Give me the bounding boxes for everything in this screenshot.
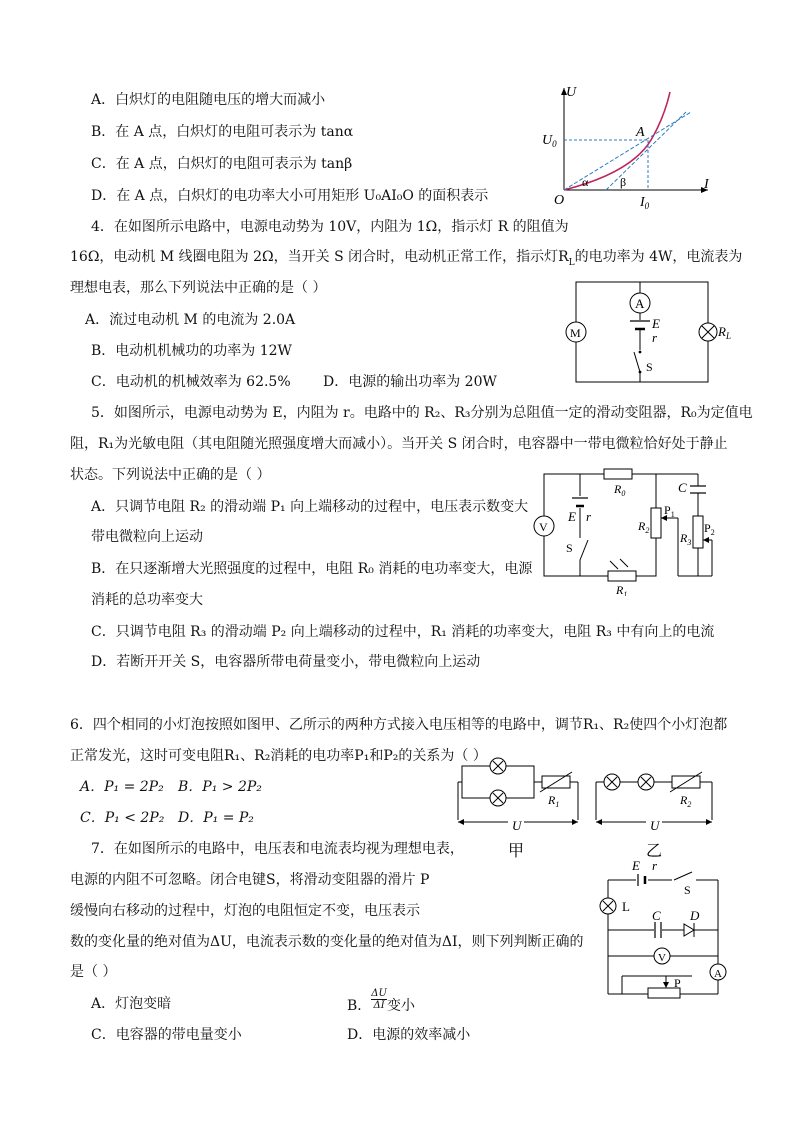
svg-text:E: E	[568, 509, 576, 524]
svg-text:C: C	[678, 480, 687, 495]
svg-text:V: V	[539, 520, 548, 534]
q4-stem-line2: 16Ω，电动机 M 线圈电阻为 2Ω，当开关 S 闭合时，电动机正常工作，指示灯$R_L$的电功率为 4W，电流表为	[70, 249, 743, 268]
q3-point-a-label: A	[636, 125, 645, 140]
q4-option-b: B．电动机机械功的功率为 12W	[91, 343, 292, 359]
q7-option-b: B． $\frac{\Delta U}{\Delta I}$ 变小	[347, 988, 415, 1014]
q4-rl-label: $R_L$	[718, 324, 731, 341]
svg-text:R2: $R_2$	[680, 793, 692, 809]
q3-option-a: A．白炽灯的电阻随电压的增大而减小	[91, 92, 326, 108]
q4-option-c: C．电动机的机械效率为 62.5%	[91, 374, 291, 390]
q6-option-d: D．P₁ = P₂	[178, 810, 254, 826]
q6-stem-line1: 6．四个相同的小灯泡按照如图甲、乙所示的两种方式接入电压相等的电路中，调节R₁、R₂使四个小灯泡都	[70, 717, 728, 733]
q7-stem-line2: 电源的内阻不可忽略。闭合电键S，将滑动变阻器的滑片 P	[70, 872, 430, 888]
q6-option-b: B．P₁ > 2P₂	[178, 779, 262, 795]
svg-text:P2: $P_2$	[704, 521, 715, 537]
q7-option-c: C．电容器的带电量变小	[91, 1027, 242, 1043]
q3-alpha-label: α	[582, 175, 589, 189]
q5-r2-rheostat	[651, 508, 661, 538]
q6-stem-line2: 正常发光，这时可变电阻R₁、R₂消耗的电功率P₁和P₂的关系为（ ）	[70, 748, 487, 764]
svg-text:S: S	[646, 360, 653, 374]
q7-diode-icon	[684, 924, 694, 936]
svg-text:D: D	[690, 908, 700, 923]
q5-stem-line1: 5．如图所示，电源电动势为 E，内阻为 r。电路中的 R₂、R₃分别为总阻值一定的滑动变阻器，R₀为定值电	[91, 405, 753, 421]
svg-text:E: E	[652, 316, 660, 331]
q3-origin-label: O	[554, 193, 565, 208]
q3-i0-label: $I_0$	[640, 195, 650, 210]
q3-tangent-line	[606, 112, 686, 190]
svg-text:V: V	[658, 952, 666, 964]
q4-option-d: D．电源的输出功率为 20W	[323, 374, 497, 390]
q3-i-label: I	[704, 177, 709, 192]
q3-u0-label: $U_0$	[542, 133, 557, 149]
q3-iu-curve	[564, 92, 670, 190]
q3-iu-graph	[536, 78, 716, 210]
q6-figure-jia	[450, 752, 588, 864]
q6-jia-caption: 甲	[508, 843, 525, 860]
svg-text:r: r	[652, 858, 658, 873]
svg-text:M: M	[570, 326, 581, 340]
q6-option-c: C．P₁ < 2P₂	[80, 810, 165, 826]
q4-option-a: A．流过电动机 M 的电流为 2.0A	[85, 312, 296, 328]
svg-text:R2: $R_2$	[638, 519, 650, 535]
q5-option-b-line2: 消耗的总功率变大	[91, 592, 203, 608]
q5-option-b-line1: B．在只逐渐增大光照强度的过程中，电阻 R₀ 消耗的电功率变大，电源	[91, 561, 533, 577]
q3-option-c: C．在 A 点，白炽灯的电阻可表示为 tanβ	[91, 156, 353, 172]
svg-text:r: r	[586, 509, 592, 524]
svg-text:E: E	[632, 858, 640, 873]
svg-text:R3: $R_3$	[680, 531, 692, 547]
q4-stem-line3: 理想电表，那么下列说法中正确的是（ ）	[70, 280, 327, 296]
q6-figure-yi	[588, 752, 718, 864]
svg-text:R1: $R_1$	[616, 583, 628, 596]
q5-r3-rheostat	[693, 516, 703, 548]
q4-circuit	[560, 276, 740, 388]
q5-stem-line3: 状态。下列说法中正确的是（ ）	[70, 467, 271, 483]
svg-text:A: A	[714, 968, 722, 980]
q6-option-a: A．P₁ = 2P₂	[80, 779, 164, 795]
q5-option-a-line1: A．只调节电阻 R₂ 的滑动端 P₁ 向上端移动的过程中，电压表示数变大	[91, 499, 529, 515]
q3-u-label: U	[566, 85, 577, 100]
svg-text:r: r	[652, 330, 658, 345]
svg-text:L: L	[622, 899, 630, 914]
svg-text:S: S	[566, 541, 573, 555]
q4-stem-line1: 4．在如图所示电路中，电源电动势为 10V，内阻为 1Ω，指示灯 R 的阻值为	[91, 219, 569, 235]
q5-r0-resistor	[604, 469, 632, 479]
q7-option-d: D．电源的效率减小	[347, 1027, 471, 1043]
q5-circuit	[528, 466, 728, 596]
q7-circuit	[592, 858, 732, 1000]
q5-option-a-line2: 带电微粒向上运动	[91, 529, 203, 545]
q5-option-d: D．若断开开关 S，电容器所带电荷量变小，带电微粒向上运动	[91, 654, 481, 670]
q5-r1-photoresistor	[608, 571, 636, 581]
svg-text:R1: $R_1$	[548, 793, 560, 809]
q5-stem-line2: 阻，R₁为光敏电阻（其电阻随光照强度增大而减小）。当开关 S 闭合时，电容器中一带电微粒恰好处于静止	[70, 436, 728, 452]
svg-text:C: C	[652, 908, 661, 923]
q7-option-a: A．灯泡变暗	[91, 996, 172, 1012]
svg-text:U: U	[650, 818, 660, 833]
q7-stem-line1: 7．在如图所示的电路中，电压表和电流表均视为理想电表，	[91, 841, 464, 857]
q6-yi-caption: 乙	[646, 843, 663, 860]
svg-text:A: A	[635, 296, 645, 311]
q7-stem-line4: 数的变化量的绝对值为ΔU，电流表示数的变化量的绝对值为ΔI，则下列判断正确的	[70, 934, 584, 950]
svg-text:U: U	[512, 818, 522, 833]
svg-text:S: S	[684, 883, 691, 897]
q7-stem-line3: 缓慢向右移动的过程中，灯泡的电阻恒定不变，电压表示	[70, 903, 420, 919]
q3-option-d: D．在 A 点，白炽灯的电功率大小可用矩形 U₀AI₀O 的面积表示	[91, 188, 489, 204]
q7-stem-line5: 是（ ）	[70, 964, 117, 980]
svg-text:R0: $R_0$	[614, 482, 626, 498]
svg-text:P1: $P_1$	[664, 503, 675, 519]
q5-option-c: C．只调节电阻 R₃ 的滑动端 P₂ 向上端移动的过程中，R₁ 消耗的功率变大，电阻 R₃ 中有向上的电流	[91, 624, 715, 640]
svg-text:P: P	[674, 976, 681, 990]
q3-beta-label: β	[620, 175, 627, 189]
q3-option-b: B．在 A 点，白炽灯的电阻可表示为 tanα	[91, 124, 354, 140]
